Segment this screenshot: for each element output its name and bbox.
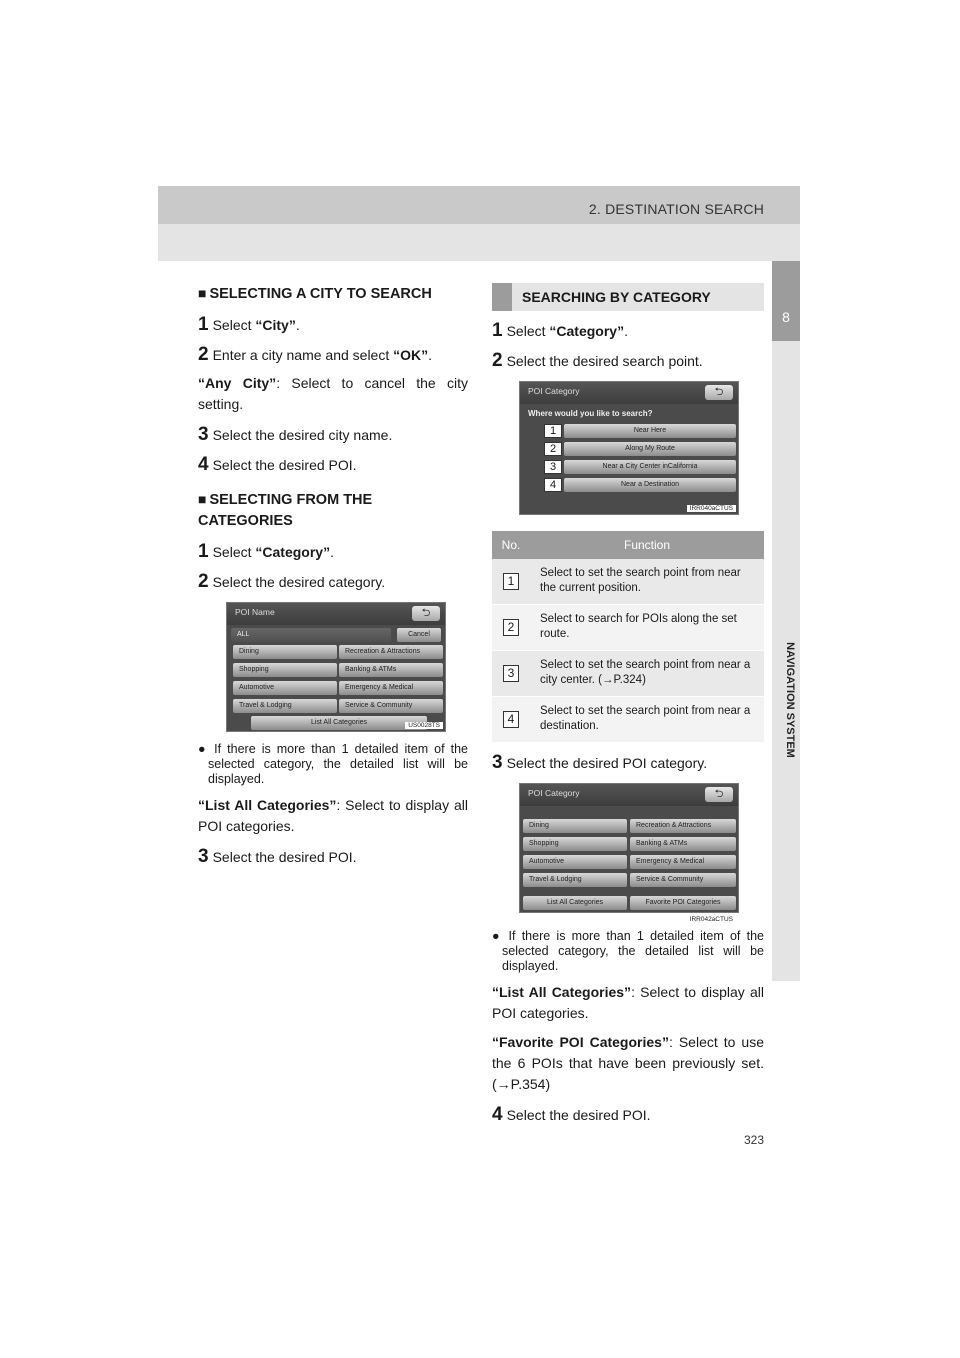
- step: 4 Select the desired POI.: [492, 1104, 651, 1125]
- category-button: Banking & ATMs: [630, 837, 736, 851]
- category-button: Banking & ATMs: [339, 663, 443, 677]
- right-column: [492, 283, 764, 1125]
- chapter-number: 8: [772, 261, 800, 341]
- category-button: Dining: [233, 645, 337, 659]
- header-band: [158, 186, 800, 224]
- category-button: Emergency & Medical: [339, 681, 443, 695]
- step: 2 Select the desired search point.: [492, 350, 703, 371]
- section-heading: ■ SELECTING FROM THE CATEGORIES: [198, 491, 373, 529]
- table-row: [492, 605, 764, 651]
- row-text: Select to set the search point from near a destination.: [530, 697, 764, 743]
- bullet-note: ● If there is more than 1 detailed item of the selected category, the detailed list will be displayed.: [492, 929, 764, 973]
- step: 1 Select “Category”.: [198, 541, 334, 562]
- row-number: 3: [503, 665, 519, 682]
- paragraph: “Any City”: Select to cancel the city setting.: [198, 375, 468, 412]
- favorite-categories-button: Favorite POI Categories: [630, 896, 736, 910]
- row-text: Select to set the search point from near a city center. (→P.324): [530, 651, 764, 697]
- row-number: 1: [503, 573, 519, 590]
- category-button: Dining: [523, 819, 627, 833]
- page-number: 323: [744, 1133, 765, 1147]
- poi-category-screenshot: POI Category ⮌ Where would you like to search? 1 Near Here 2 Along My Route 3 Near a City Center inCalifornia 4 Near a Destination IRR040aCTUS: [519, 381, 739, 515]
- category-button: Shopping: [233, 663, 337, 677]
- cancel-button: Cancel: [397, 628, 441, 642]
- list-all-button: List All Categories: [523, 896, 627, 910]
- step: 1 Select “City”.: [198, 314, 300, 335]
- step: 2 Enter a city name and select “OK”.: [198, 344, 433, 365]
- category-button: Recreation & Attractions: [630, 819, 736, 833]
- figure-code: US0028TS: [405, 722, 443, 729]
- back-icon: ⮌: [705, 385, 733, 400]
- search-point-button: Near a Destination: [564, 478, 736, 492]
- row-number: 2: [503, 619, 519, 636]
- function-table: [492, 531, 764, 743]
- row-text: Select to set the search point from near the current position.: [530, 559, 764, 605]
- figure-code: IRR040aCTUS: [687, 505, 736, 512]
- left-column: [198, 283, 468, 867]
- step: 2 Select the desired category.: [198, 571, 386, 592]
- category-button: Shopping: [523, 837, 627, 851]
- category-button: Recreation & Attractions: [339, 645, 443, 659]
- step: 3 Select the desired POI.: [198, 846, 357, 867]
- table-header: No.: [492, 531, 530, 559]
- step: 1 Select “Category”.: [492, 320, 628, 341]
- search-point-button: Near Here: [564, 424, 736, 438]
- paragraph: “List All Categories”: Select to display all POI categories.: [492, 984, 764, 1021]
- header-subband: [158, 224, 800, 261]
- back-icon: ⮌: [705, 787, 733, 802]
- search-point-button: Along My Route: [564, 442, 736, 456]
- paragraph: “Favorite POI Categories”: Select to use the 6 POIs that have been previously set.(→P.354): [492, 1034, 765, 1092]
- section-title: SEARCHING BY CATEGORY: [522, 289, 711, 305]
- screen-title: POI Category: [528, 386, 580, 396]
- header-title: 2. DESTINATION SEARCH: [588, 201, 764, 217]
- screen-question: Where would you like to search?: [528, 409, 653, 418]
- search-point-button: Near a City Center inCalifornia: [564, 460, 736, 474]
- step: 3 Select the desired POI category.: [492, 752, 708, 773]
- section-heading: ■ SELECTING A CITY TO SEARCH: [198, 285, 432, 302]
- poi-name-screenshot: [226, 602, 446, 732]
- table-row: [492, 651, 764, 697]
- step: 4 Select the desired POI.: [198, 454, 357, 475]
- chapter-label: NAVIGATION SYSTEM: [784, 642, 796, 758]
- table-row: [492, 697, 764, 743]
- screen-title: POI Category: [528, 788, 580, 798]
- paragraph: “List All Categories”: Select to display all POI categories.: [198, 797, 468, 834]
- list-all-button: List All Categories: [251, 716, 427, 730]
- row-text: Select to search for POIs along the set route.: [530, 605, 764, 651]
- category-button: Service & Community: [630, 873, 736, 887]
- poi-category-list-screenshot: [519, 783, 739, 923]
- name-field: ALL: [231, 628, 391, 642]
- category-button: Emergency & Medical: [630, 855, 736, 869]
- category-button: Travel & Lodging: [523, 873, 627, 887]
- screen-title: POI Name: [235, 607, 275, 617]
- table-row: [492, 559, 764, 605]
- step: 3 Select the desired city name.: [198, 424, 393, 445]
- category-button: Automotive: [523, 855, 627, 869]
- category-button: Travel & Lodging: [233, 699, 337, 713]
- section-bar: [492, 283, 764, 311]
- category-button: Automotive: [233, 681, 337, 695]
- table-header: Function: [530, 531, 764, 559]
- category-button: Service & Community: [339, 699, 443, 713]
- back-icon: ⮌: [412, 606, 440, 621]
- figure-code: IRR042aCTUS: [687, 916, 736, 923]
- bullet-note: ● If there is more than 1 detailed item of the selected category, the detailed list will be displayed.: [198, 742, 468, 786]
- row-number: 4: [503, 711, 519, 728]
